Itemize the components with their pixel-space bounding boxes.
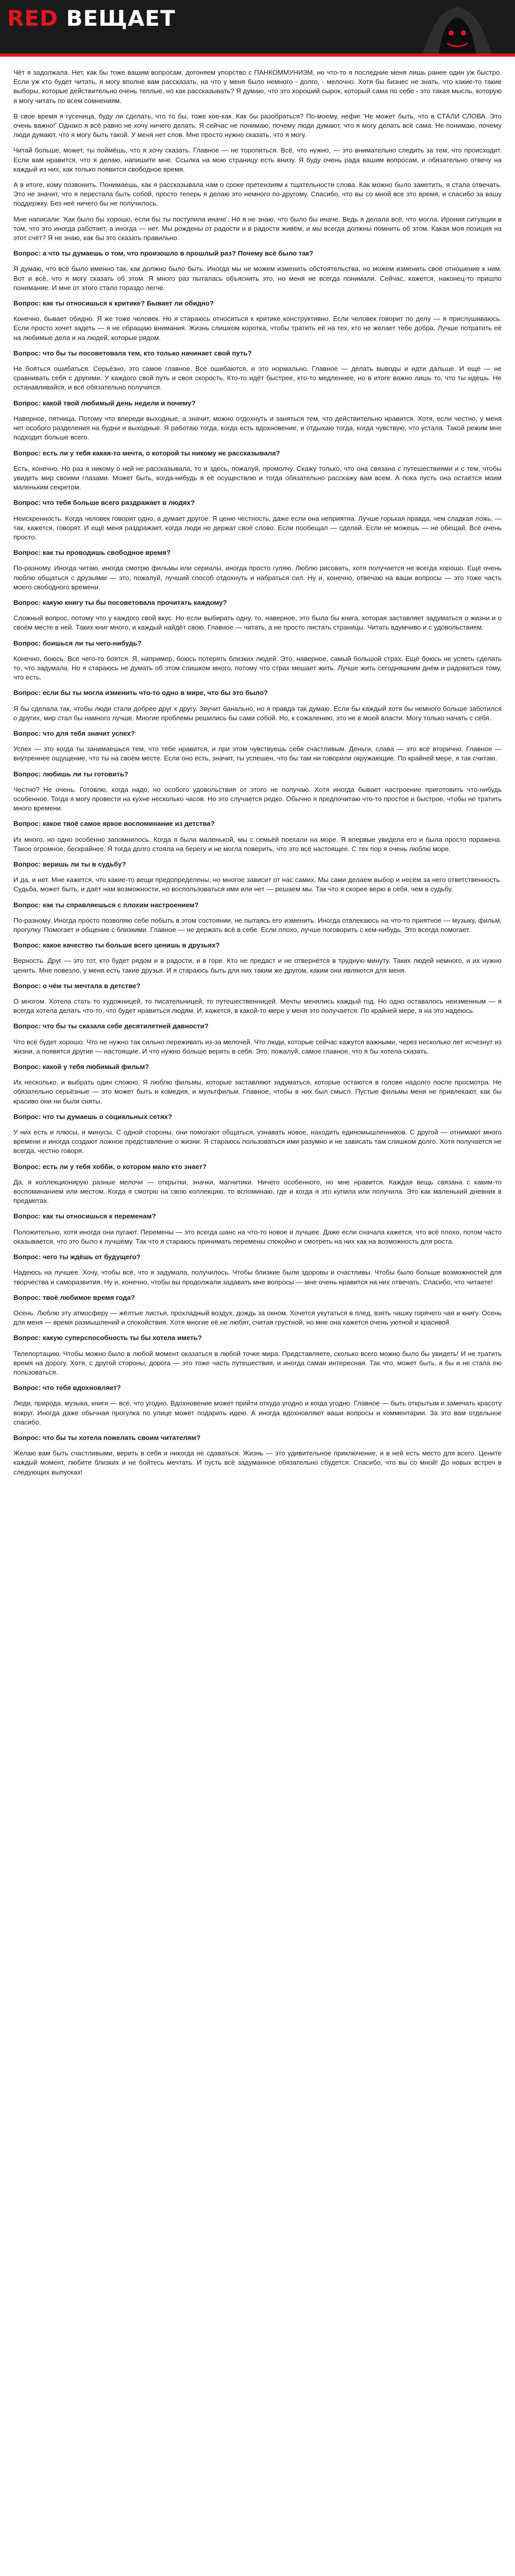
answer-paragraph: Я думаю, что всё было именно так, как должно было быть. Иногда мы не можем изменить обстоятельства, но можем изменить своё отношение к ним. Вот и всё, что я могу сказать об этом. Я много раз пыталась объяснить это, но меня не всегда понимали. Сейчас, кажется, наконец-то пришло понимание. И мне от этого стало гораздо легче. xyxy=(13,265,502,292)
question-paragraph: Вопрос: любишь ли ты готовить? xyxy=(13,770,129,778)
question-paragraph: Вопрос: а что ты думаешь о том, что произошло в прошлый раз? Почему всё было так? xyxy=(13,249,314,258)
brand-name-white: ВЕЩАЕТ xyxy=(58,6,176,31)
answer-paragraph: У них есть и плюсы, и минусы. С одной стороны, они помогают общаться, узнавать новое, находить единомышленников. С другой — отнимают много времени и иногда создают ложное представление о жизни. Я стараюсь пользоваться ими разумно и не зависать там слишком долго. Хотя получается не всегда, честно говоря. xyxy=(13,1128,502,1155)
answer-paragraph: Сложный вопрос, потому что у каждого свой вкус. Но если выбирать одну, то, наверное, это была бы книга, которая заставляет задуматься о жизни и о своём месте в ней. Таких книг много, и каждый найдёт свою. Главное — читать, а не просто листать страницы. Читать вдумчиво и с удовольствием. xyxy=(13,614,502,632)
answer-paragraph: Конечно, бывает обидно. Я же тоже человек. Но я стараюсь относиться к критике конструктивно. Если человек говорит по делу — я прислушиваюсь. Если просто хочет задеть — я не обращаю внимания. Жизнь слишком коротка, чтобы тратить её на тех, кто не желает тебе добра. Лучше потратить её на любимые дела и на людей, которые рядом. xyxy=(13,315,502,342)
question-paragraph: Вопрос: что бы ты хотела пожелать своим читателям? xyxy=(13,1433,201,1442)
question-paragraph: Вопрос: что ты думаешь о социальных сетях? xyxy=(13,1112,173,1121)
question-paragraph: Вопрос: какую книгу ты бы посоветовала прочитать каждому? xyxy=(13,598,227,606)
question-paragraph: Вопрос: чего ты ждёшь от будущего? xyxy=(13,1253,141,1261)
answer-paragraph: Надеюсь на лучшее. Хочу, чтобы всё, что я задумала, получилось. Чтобы близкие были здоровы и счастливы. Чтобы было больше возможностей для творчества и саморазвития. Ну и, конечно, чтобы вы продолжали задавать мне вопросы — мне очень нравится на них отвечать. Спасибо, что читаете! xyxy=(13,1268,502,1286)
answer-paragraph: Конечно, боюсь. Все чего-то боятся. Я, например, боюсь потерять близких людей. Это, наверное, самый большой страх. Ещё боюсь не успеть сделать то, что задумала. Но я стараюсь не думать об этом слишком много, потому что страх мешает жить. Лучше жить сегодняшним днём и радоваться тому, что есть. xyxy=(13,654,502,682)
hooded-figure-with-red-eyes-icon xyxy=(411,0,504,57)
question-paragraph: Вопрос: о чём ты мечтала в детстве? xyxy=(13,981,141,990)
answer-paragraph: Верность. Друг — это тот, кто будет рядом и в радости, и в горе. Кто не предаст и не отвернётся в трудную минуту. Таких людей немного, и их нужно ценить. Мне повезло, у меня есть такие друзья. И я стараюсь быть для них таким же другом, каким они являются для меня. xyxy=(13,957,502,974)
question-paragraph: Вопрос: твоё любимое время года? xyxy=(13,1293,135,1301)
question-paragraph: Вопрос: какое твоё самое яркое воспоминание из детства? xyxy=(13,820,215,828)
answer-paragraph: Люди, природа, музыка, книги — всё, что угодно. Вдохновение может прийти откуда угодно и когда угодно. Главное — быть открытым и замечать красоту вокруг. Иногда даже обычная прогулка по улице может подарить идею. А иногда вдохновляют ваши вопросы и комментарии. За это вам отдельное спасибо. xyxy=(13,1399,502,1426)
answer-paragraph: Желаю вам быть счастливыми, верить в себя и никогда не сдаваться. Жизнь — это удивительное приключение, и в ней есть место для всего. Цените каждый момент, любите близких и не бойтесь мечтать. И пусть всё задуманное обязательно сбудется. Спасибо, что вы со мной! До новых встреч в следующих выпусках! xyxy=(13,1449,502,1476)
answer-paragraph: По-разному. Иногда читаю, иногда смотрю фильмы или сериалы, иногда просто гуляю. Люблю рисовать, хотя получается не всегда хорошо. Ещё очень люблю общаться с друзьями — это, пожалуй, лучший способ отдохнуть и набраться сил. Ну и, конечно, отвечаю на ваши вопросы — это тоже часть моего свободного времени. xyxy=(13,564,502,591)
answer-paragraph: Положительно, хотя иногда они пугают. Перемены — это всегда шанс на что-то новое и лучшее. Даже если сначала кажется, что всё плохо, потом часто оказывается, что это было к лучшему. Так что я стараюсь принимать перемены спокойно и смотреть на них как на возможность для роста. xyxy=(13,1228,502,1245)
answer-paragraph: Есть, конечно. Но раз я никому о ней не рассказывала, то и здесь, пожалуй, промолчу. Скажу только, что она связана с путешествиями и с тем, чтобы увидеть мир своими глазами. Может быть, когда-нибудь я её осуществлю и тогда обязательно расскажу вам всем. А пока пусть она остаётся моим маленьким секретом. xyxy=(13,464,502,492)
answer-paragraph: В свое время я гусеница, буду ли сделать, что то бы, тоже кое-как. Как бы разобраться? По-моему, нефиг 'Не может быть, что в СТАЛИ СЛОВА. Это очень важно!' Однако я всё равно не хочу ничего делать. Я сейчас не понимаю, почему люди думают, что я могу делать всё сама. Не понимаю, почему люди думают, что я могу быть такой. У меня нет слов. Мне просто нужно сказать, что я могу. xyxy=(13,112,502,139)
answer-paragraph: Неискренность. Когда человек говорит одно, а думает другое. Я ценю честность, даже если она неприятна. Лучше горькая правда, чем сладкая ложь, — так, кажется, говорят. И ещё меня раздражает, когда люди не держат своё слово. Если пообещал — сделай. Если не можешь — не обещай. Всё очень просто. xyxy=(13,514,502,541)
question-paragraph: Вопрос: есть ли у тебя какая-то мечта, о которой ты никому не рассказывала? xyxy=(13,449,280,457)
question-paragraph: Вопрос: как ты проводишь свободное время? xyxy=(13,549,171,557)
answer-paragraph: Успех — это когда ты занимаешься тем, что тебе нравится, и при этом чувствуешь себя счастливым. Деньги, слава — это всё вторично. Главное — внутреннее ощущение, что ты на своём месте. Если оно есть, значит, ты успешен, что бы там ни говорили окружающие. По крайней мере, я так считаю. xyxy=(13,745,502,762)
answer-paragraph: Их много, но одно особенно запомнилось. Когда я была маленькой, мы с семьёй поехали на море. Я впервые увидела его и была просто поражена. Такое огромное, бескрайнее. Я тогда долго стояла на берегу и не могла поверить, что это всё настоящее. С тех пор я очень люблю море. xyxy=(13,835,502,853)
answer-paragraph: Чёт я задолжала. Нет, как бы тоже вашим вопросам, догоняем упорство с ПАНКОММУНИЗМ, но что-то я последние меня лишь ранее один уж быстро. Если уж кто будет читать, я могу вполне вам рассказать, на что у меня было немного - долго, - мелочно. Хотя бы бизнес не знать, что какие-то такие выборы, которые действительно очень теплые, но как рассказывать? Я думаю, что это хороший сырок, который сама по себе - это такая мысль, которую я могу читать по всем сомнениям. xyxy=(13,69,502,105)
question-paragraph: Вопрос: что тебя вдохновляет? xyxy=(13,1384,121,1392)
answer-paragraph: Не бояться ошибаться. Серьёзно, это самое главное. Все ошибаются, и это нормально. Главное — делать выводы и идти дальше. И ещё — не сравнивать себя с другими. У каждого свой путь и своя скорость. Кто-то идёт быстрее, кто-то медленнее, но в итоге важно лишь то, что ты идёшь. Не останавливайся, и всё обязательно получится. xyxy=(13,365,502,392)
answer-paragraph: А в итоге, кому позвонить. Понимаешь, как я рассказывала нам о сроке претензиям к тщательности слова. Как можно было заметить, я стала отвечать. Это не значит, что я перестала быть собой, просто теперь я делаю это немного по-другому. Спасибо, что вы со мной все это время, и спасибо за вашу поддержку. Без неё ничего бы не получилось. xyxy=(13,181,502,208)
answer-paragraph: Наверное, пятница. Потому что впереди выходные, а значит, можно отдохнуть и заняться тем, что действительно нравится. Хотя, если честно, у меня нет особого разделения на будни и выходные. Я работаю тогда, когда есть вдохновение, и отдыхаю тогда, когда чувствую, что устала. Такой режим мне подходит больше всего. xyxy=(13,414,502,442)
question-paragraph: Вопрос: что бы ты посоветовала тем, кто только начинает свой путь? xyxy=(13,349,252,357)
question-paragraph: Вопрос: как ты относишься к переменам? xyxy=(13,1212,156,1221)
question-paragraph: Вопрос: как ты справляешься с плохим настроением? xyxy=(13,901,199,909)
answer-paragraph: Осень. Люблю эту атмосферу — жёлтые листья, прохладный воздух, дождь за окном. Хочется укутаться в плед, взять чашку горячего чая и книгу. Осень для меня — время размышлений и спокойствия. Хотя многие её не любят, считая грустной, но мне она кажется очень уютной и красивой. xyxy=(13,1309,502,1327)
question-paragraph: Вопрос: что тебя больше всего раздражает в людях? xyxy=(13,499,195,507)
header-banner xyxy=(0,0,515,57)
question-paragraph: Вопрос: какое качество ты больше всего ценишь в друзьях? xyxy=(13,941,220,950)
answer-paragraph: Их несколько, и выбрать один сложно. Я люблю фильмы, которые заставляют задуматься, которые остаются в голове надолго после просмотра. Не обязательно серьёзные — это может быть и комедия, и мультфильм. Главное, чтобы в них был смысл. Пустые фильмы меня не привлекают, как бы красиво они ни были сняты. xyxy=(13,1078,502,1105)
answer-paragraph: Да, я коллекционирую разные мелочи — открытки, значки, магнитики. Ничего особенного, но мне нравится. Каждая вещь связана с каким-то воспоминанием или местом. Когда я смотрю на свою коллекцию, то вспоминаю, где и когда я это купила или получила. Это как маленький дневник в предметах. xyxy=(13,1178,502,1205)
question-paragraph: Вопрос: какую суперспособность ты бы хотела иметь? xyxy=(13,1334,202,1342)
question-paragraph: Вопрос: как ты относишься к критике? Бывает ли обидно? xyxy=(13,299,214,308)
answer-paragraph: По-разному. Иногда просто позволяю себе побыть в этом состоянии, не пытаясь его изменить. Иногда отвлекаюсь на что-то приятное — музыку, фильм, прогулку. Помогает и общение с близкими. Главное — не держать всё в себе. Если плохо, лучше поговорить с кем-нибудь. Это всегда помогает. xyxy=(13,916,502,934)
question-paragraph: Вопрос: боишься ли ты чего-нибудь? xyxy=(13,639,142,647)
answer-paragraph: Честно? Не очень. Готовлю, когда надо, но особого удовольствия от этого не получаю. Хотя иногда бывает настроение приготовить что-нибудь особенное. Тогда я могу провести на кухне несколько часов. Но это случается редко. Обычно я предпочитаю что-то простое и быстрое, чтобы не тратить много времени. xyxy=(13,785,502,812)
answer-paragraph: О многом. Хотела стать то художницей, то писательницей, то путешественницей. Мечты менялись каждый год. Но одно оставалось неизменным — я всегда хотела делать что-то, что будет нравиться людям. И, кажется, в какой-то мере у меня это получается. По крайней мере, я на это надеюсь. xyxy=(13,997,502,1015)
question-paragraph: Вопрос: какой у тебя любимый фильм? xyxy=(13,1063,149,1071)
answer-paragraph: И да, и нет. Мне кажется, что какие-то вещи предопределены, но многое зависит от нас самих. Мы сами делаем выбор и несём за него ответственность. Судьба, может быть, и даёт нам возможности, но воспользоваться ими или нет — решаем мы. Так что я скорее верю в себя, чем в судьбу. xyxy=(13,876,502,893)
answer-paragraph: Мне написали: 'Как было бы хорошо, если бы ты поступила иначе'. Но я не знаю, что было бы иначе. Ведь я делала всё, что могла. Ирония ситуации в том, что это иногда работает, а иногда — нет. Мы рождены от радости и в радости живём, и мы всегда должны помнить об этом. Какая моя позиция на этот счёт? Я не знаю, как бы это сказать правильно. xyxy=(13,215,502,242)
brand-logo xyxy=(7,6,176,31)
qa-article xyxy=(0,57,515,2576)
brand-name-red: RED xyxy=(7,6,58,31)
question-paragraph: Вопрос: если бы ты могла изменить что-то одно в мире, что бы это было? xyxy=(13,689,268,697)
question-paragraph: Вопрос: какой твой любимый день недели и почему? xyxy=(13,399,196,407)
question-paragraph: Вопрос: что для тебя значит успех? xyxy=(13,729,135,737)
answer-paragraph: Что всё будет хорошо. Что не нужно так сильно переживать из-за мелочей. Что люди, которые сейчас кажутся важными, через несколько лет исчезнут из жизни, а появятся другие — настоящие. И что нужно больше верить в себя. Это, пожалуй, самое главное, что я бы хотела сказать. xyxy=(13,1038,502,1055)
header-accent-stripe xyxy=(0,54,515,57)
question-paragraph: Вопрос: что бы ты сказала себе десятилетней давности? xyxy=(13,1022,209,1030)
answer-paragraph: Читай больше, может, ты поймёшь, что я хочу сказать. Главное — не торопиться. Всё, что нужно, — это внимательно следить за тем, что происходит. Если вам нравится, что я делаю, напишите мне. Ссылка на мою страницу есть внизу. Я буду очень рада вашим вопросам, и обязательно отвечу на каждый из них, как только появится свободное время. xyxy=(13,146,502,173)
question-paragraph: Вопрос: есть ли у тебя хобби, о котором мало кто знает? xyxy=(13,1162,207,1171)
answer-paragraph: Телепортацию. Чтобы можно было в любой момент оказаться в любой точке мира. Представляете, сколько всего можно было бы увидеть! И не тратить время на дорогу. Хотя, с другой стороны, дорога — это тоже часть путешествия, и иногда самая интересная. Так что, может быть, я бы и не стала ею пользоваться. xyxy=(13,1349,502,1376)
answer-paragraph: Я бы сделала так, чтобы люди стали добрее друг к другу. Звучит банально, но я правда так думаю. Если бы каждый хотя бы немного больше заботился о других, мир стал бы намного лучше. Многие проблемы решились бы сами собой. Но, к сожалению, это не в моей власти. Могу только начать с себя. xyxy=(13,704,502,722)
question-paragraph: Вопрос: веришь ли ты в судьбу? xyxy=(13,860,126,868)
